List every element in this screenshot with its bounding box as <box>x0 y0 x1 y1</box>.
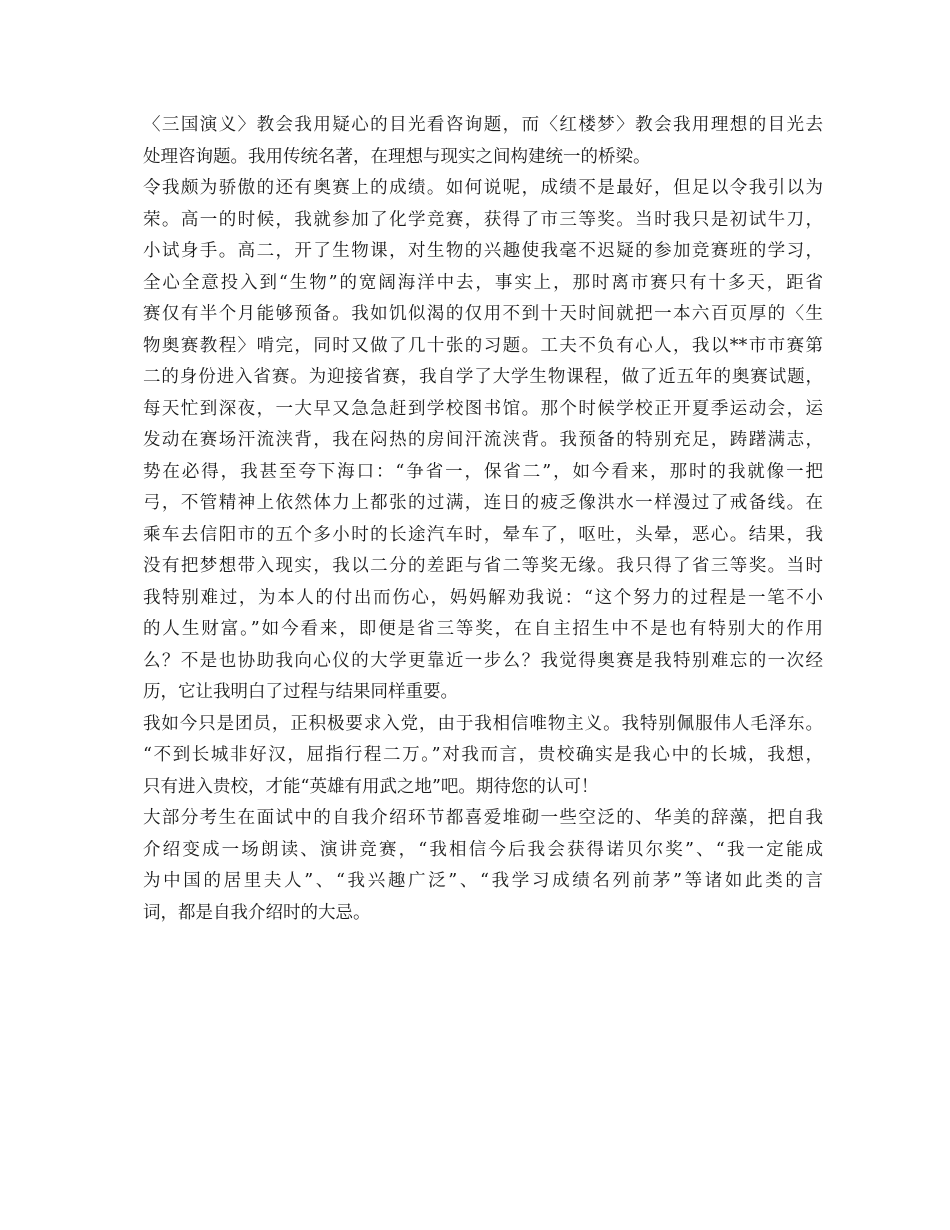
text-line: 为中国的居里夫人”、“我兴趣广泛”、“我学习成绩名列前茅”等诸如此类的言 <box>143 871 823 891</box>
text-line: 历，它让我明白了过程与结果同样重要。 <box>143 682 458 702</box>
text-line: 赛仅有半个月能够预备。我如饥似渴的仅用不到十天时间就把一本六百页厚的〈生 <box>143 304 823 324</box>
text-line: 么？不是也协助我向心仪的大学更靠近一步么？我觉得奥赛是我特别难忘的一次经 <box>143 650 823 671</box>
text-line: 每天忙到深夜，一大早又急急赶到学校图书馆。那个时候学校正开夏季运动会，运 <box>143 398 823 419</box>
text-line: 〈三国演义〉教会我用疑心的目光看咨询题，而〈红楼梦〉教会我用理想的目光去 <box>143 115 823 135</box>
text-line: 全心全意投入到“生物”的宽阔海洋中去，事实上，那时离市赛只有十多天，距省 <box>143 272 823 293</box>
text-line: 大部分考生在面试中的自我介绍环节都喜爱堆砌一些空泛的、华美的辞藻，把自我 <box>143 808 823 828</box>
text-line: 势在必得，我甚至夸下海口：“争省一，保省二”，如今看来，那时的我就像一把 <box>143 461 823 482</box>
text-line: 小试身手。高二，开了生物课，对生物的兴趣使我毫不迟疑的参加竞赛班的学习， <box>143 241 823 261</box>
text-line: 的人生财富。”如今看来，即便是省三等奖，在自主招生中不是也有特别大的作用 <box>143 619 823 639</box>
text-line: 二的身份进入省赛。为迎接省赛，我自学了大学生物课程，做了近五年的奥赛试题， <box>143 367 823 387</box>
text-line: 令我颇为骄傲的还有奥赛上的成绩。如何说呢，成绩不是最好，但足以令我引以为 <box>143 178 823 198</box>
text-line: 介绍变成一场朗读、演讲竞赛，“我相信今后我会获得诺贝尔奖”、“我一定能成 <box>143 839 823 860</box>
text-line: 弓，不管精神上依然体力上都张的过满，连日的疲乏像洪水一样漫过了戒备线。在 <box>143 493 823 513</box>
text-line: 词，都是自我介绍时的大忌。 <box>143 902 371 923</box>
text-line: 物奥赛教程〉啃完，同时又做了几十张的习题。工夫不负有心人，我以**市市赛第 <box>143 335 823 356</box>
body-text <box>143 110 823 929</box>
text-line: 发动在赛场汗流浃背，我在闷热的房间汗流浃背。我预备的特别充足，踌躇满志， <box>143 430 823 450</box>
text-line: 只有进入贵校，才能“英雄有用武之地”吧。期待您的认可！ <box>143 776 599 797</box>
text-line: 荣。高一的时候，我就参加了化学竞赛，获得了市三等奖。当时我只是初试牛刀， <box>143 209 823 230</box>
text-line: “不到长城非好汉，屈指行程二万。”对我而言，贵校确实是我心中的长城，我想， <box>143 745 823 765</box>
text-line: 乘车去信阳市的五个多小时的长途汽车时，晕车了，呕吐，头晕，恶心。结果，我 <box>143 524 823 545</box>
text-line: 我如今只是团员，正积极要求入党，由于我相信唯物主义。我特别佩服伟人毛泽东。 <box>143 713 823 734</box>
text-line: 处理咨询题。我用传统名著，在理想与现实之间构建统一的桥梁。 <box>143 146 651 167</box>
text-line: 我特别难过，为本人的付出而伤心，妈妈解劝我说：“这个努力的过程是一笔不小 <box>143 587 823 608</box>
text-line: 没有把梦想带入现实，我以二分的差距与省二等奖无缘。我只得了省三等奖。当时 <box>143 556 823 576</box>
